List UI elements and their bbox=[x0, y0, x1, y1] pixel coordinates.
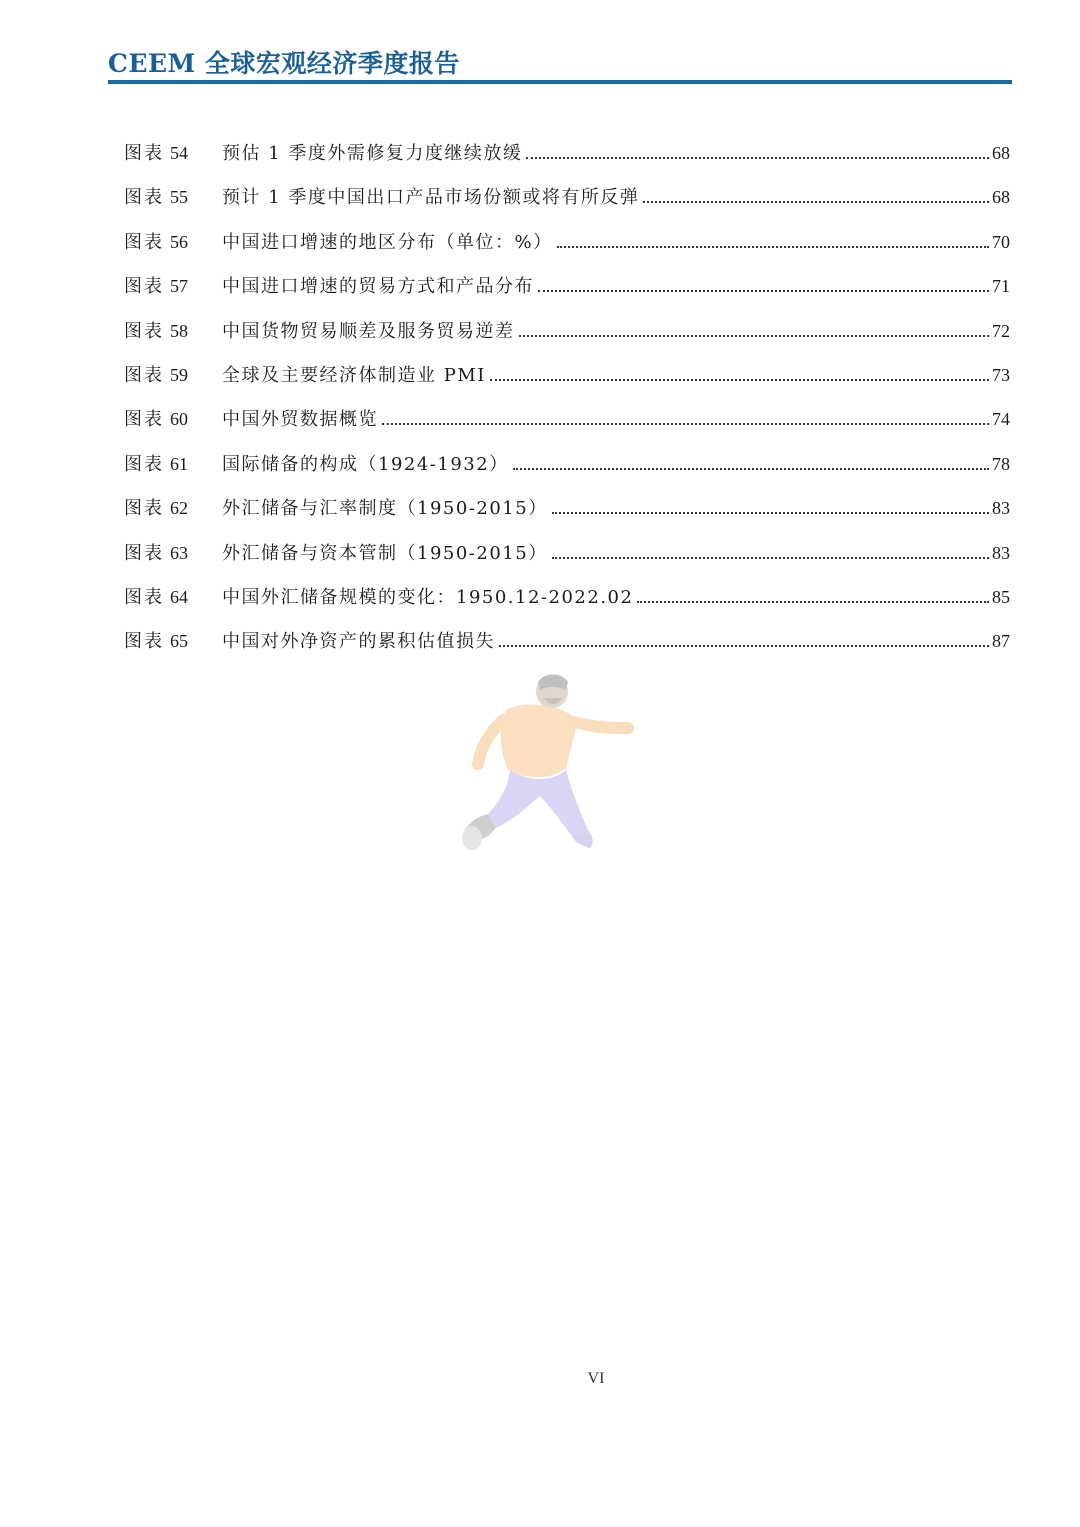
dot-leader bbox=[538, 289, 989, 292]
figure-list bbox=[124, 136, 1010, 669]
entry-title: 全球及主要经济体制造业 PMI bbox=[222, 364, 486, 386]
toc-entry[interactable] bbox=[124, 536, 1010, 580]
entry-page: 70 bbox=[992, 231, 1010, 252]
entry-label: 图表 63 bbox=[124, 542, 188, 564]
entry-page: 83 bbox=[992, 542, 1010, 563]
entry-page: 74 bbox=[992, 409, 1010, 430]
entry-title: 国际储备的构成（1924-1932） bbox=[222, 453, 509, 475]
dot-leader bbox=[552, 556, 989, 559]
entry-title: 中国进口增速的地区分布（单位：%） bbox=[222, 231, 553, 253]
entry-page: 73 bbox=[992, 364, 1010, 385]
entry-label: 图表 65 bbox=[124, 631, 188, 653]
toc-entry[interactable] bbox=[124, 491, 1010, 535]
dot-leader bbox=[499, 644, 989, 647]
header-divider bbox=[108, 80, 1012, 84]
entry-title: 预计 1 季度中国出口产品市场份额或将有所反弹 bbox=[222, 187, 640, 209]
toc-entry[interactable] bbox=[124, 624, 1010, 668]
entry-label: 图表 55 bbox=[124, 187, 188, 209]
runner-watermark-illustration bbox=[448, 672, 638, 857]
entry-label: 图表 58 bbox=[124, 320, 188, 342]
page-header bbox=[108, 40, 1012, 80]
entry-page: 72 bbox=[992, 320, 1010, 341]
entry-label: 图表 64 bbox=[124, 586, 188, 608]
entry-page: 78 bbox=[992, 453, 1010, 474]
entry-title: 中国外贸数据概览 bbox=[222, 409, 378, 431]
entry-title: 预估 1 季度外需修复力度继续放缓 bbox=[222, 143, 523, 164]
entry-page: 68 bbox=[992, 143, 1010, 163]
dot-leader bbox=[519, 334, 990, 337]
entry-label: 图表 62 bbox=[124, 498, 188, 520]
entry-page: 87 bbox=[992, 631, 1010, 652]
toc-entry[interactable] bbox=[124, 358, 1010, 402]
entry-label: 图表 56 bbox=[124, 231, 188, 253]
entry-label: 图表 59 bbox=[124, 364, 188, 386]
entry-label: 图表 54 bbox=[124, 143, 188, 164]
toc-entry[interactable] bbox=[124, 225, 1010, 269]
report-title: CEEM 全球宏观经济季度报告 bbox=[108, 49, 460, 78]
entry-label: 图表 57 bbox=[124, 276, 188, 298]
toc-entry[interactable] bbox=[124, 136, 1010, 180]
toc-entry[interactable] bbox=[124, 447, 1010, 491]
entry-label: 图表 61 bbox=[124, 453, 188, 475]
dot-leader bbox=[637, 600, 989, 603]
dot-leader bbox=[552, 511, 989, 514]
entry-page: 71 bbox=[992, 276, 1010, 297]
dot-leader bbox=[490, 378, 989, 381]
dot-leader bbox=[382, 422, 989, 425]
dot-leader bbox=[526, 156, 989, 159]
dot-leader bbox=[643, 200, 989, 203]
toc-entry[interactable] bbox=[124, 314, 1010, 358]
entry-title: 中国外汇储备规模的变化：1950.12-2022.02 bbox=[222, 586, 634, 608]
entry-page: 85 bbox=[992, 586, 1010, 607]
toc-entry[interactable] bbox=[124, 580, 1010, 624]
toc-entry[interactable] bbox=[124, 269, 1010, 313]
entry-title: 中国进口增速的贸易方式和产品分布 bbox=[222, 276, 534, 298]
entry-page: 68 bbox=[992, 187, 1010, 208]
entry-label: 图表 60 bbox=[124, 409, 188, 431]
entry-title: 中国对外净资产的累积估值损失 bbox=[222, 631, 495, 653]
dot-leader bbox=[557, 245, 989, 248]
entry-title: 外汇储备与资本管制（1950-2015） bbox=[222, 542, 548, 564]
entry-page: 83 bbox=[992, 498, 1010, 519]
entry-title: 外汇储备与汇率制度（1950-2015） bbox=[222, 498, 548, 520]
toc-entry[interactable] bbox=[124, 180, 1010, 224]
dot-leader bbox=[513, 467, 989, 470]
entry-title: 中国货物贸易顺差及服务贸易逆差 bbox=[222, 320, 515, 342]
page-number: VI bbox=[587, 1370, 605, 1387]
toc-entry[interactable] bbox=[124, 402, 1010, 446]
